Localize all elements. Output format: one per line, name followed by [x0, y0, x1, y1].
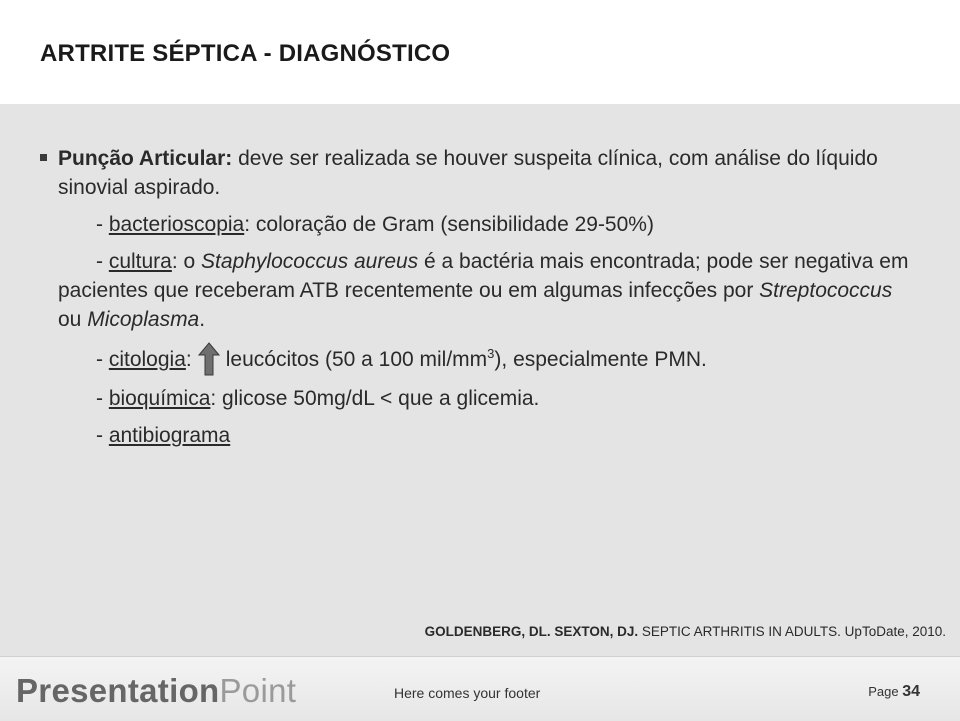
dash: -: [96, 213, 109, 236]
bullet-puncao: [40, 144, 920, 202]
bioquimica-label: bioquímica: [108, 387, 211, 410]
page-number-value: 34: [902, 683, 920, 700]
dash: -: [96, 250, 109, 273]
logo-part-2: Point: [219, 672, 297, 709]
citologia-label: citologia: [108, 348, 186, 371]
bacterioscopia-label: bacterioscopia: [108, 213, 245, 236]
page-number: [868, 683, 920, 701]
organism-streptococcus: Streptococcus: [759, 279, 893, 302]
item-cultura: [40, 247, 920, 334]
reference: [425, 624, 946, 639]
cultura-text-2: é a bactéria mais encontrada; pode ser negativa em pacientes que receberam ATB recentemente ou em algumas infecções por: [58, 250, 909, 302]
reference-authors: GOLDENBERG, DL. SEXTON, DJ.: [424, 624, 639, 639]
bioquimica-text: : glicose 50mg/dL < que a glicemia.: [210, 387, 540, 410]
citologia-text-1: :: [185, 348, 192, 371]
logo-part-1: Presentation: [16, 672, 220, 709]
bullet-heading: Punção Articular:: [58, 147, 233, 170]
bacterioscopia-text: : coloração de Gram (sensibilidade 29-50%): [244, 213, 654, 236]
content-panel: [0, 104, 960, 656]
item-citologia: [40, 342, 920, 376]
dash: -: [96, 387, 109, 410]
slide-title: ARTRITE SÉPTICA - DIAGNÓSTICO: [40, 40, 451, 67]
page-label: Page: [868, 684, 903, 699]
cultura-text-3: ou: [58, 308, 88, 331]
presentationpoint-logo: [16, 672, 296, 710]
citologia-text-2: leucócitos (50 a 100 mil/mm: [225, 348, 488, 371]
up-arrow-icon: [198, 342, 220, 376]
cultura-label: cultura: [108, 250, 172, 273]
footer: [0, 656, 960, 721]
reference-rest: SEPTIC ARTHRITIS IN ADULTS. UpToDate, 2010.: [638, 624, 946, 639]
item-antibiograma: [40, 421, 920, 450]
dash: -: [96, 424, 109, 447]
citologia-text-3: ), especialmente PMN.: [494, 348, 707, 371]
item-bioquimica: [40, 384, 920, 413]
organism-staphylococcus: Staphylococcus aureus: [201, 250, 419, 273]
item-bacterioscopia: [40, 210, 920, 239]
cultura-text-1: : o: [171, 250, 202, 273]
antibiograma-label: antibiograma: [108, 424, 231, 447]
bullet-square-icon: [40, 154, 47, 161]
body-text: [40, 144, 920, 450]
footer-text: Here comes your footer: [394, 685, 541, 701]
dash: -: [96, 348, 109, 371]
organism-micoplasma: Micoplasma: [87, 308, 200, 331]
cultura-text-4: .: [199, 308, 206, 331]
citologia-sup: 3: [487, 346, 495, 361]
bullet-text: deve ser realizada se houver suspeita clínica, com análise do líquido sinovial aspirado.: [58, 147, 878, 199]
